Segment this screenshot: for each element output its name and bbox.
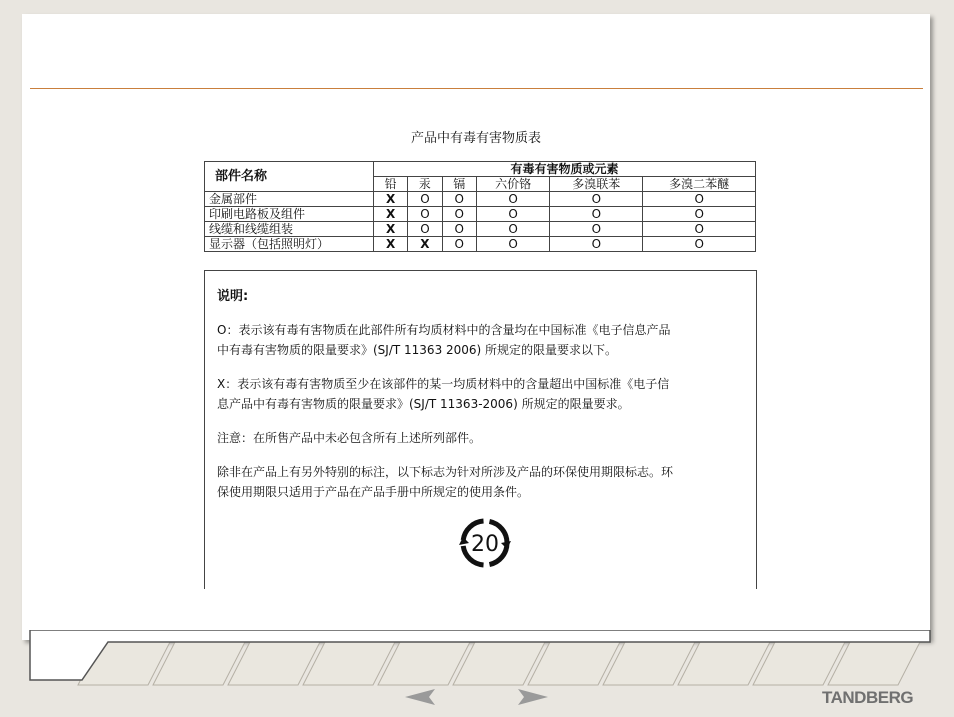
substance-mark-cell: O — [442, 222, 476, 237]
part-name-cell: 线缆和线缆组装 — [205, 222, 374, 237]
next-page-arrow-icon[interactable] — [518, 687, 548, 707]
substance-mark-cell: X — [408, 237, 442, 252]
substance-mark-cell: O — [408, 207, 442, 222]
substance-header: 汞 — [408, 177, 442, 192]
note-o-line-1: O：表示该有毒有害物质在此部件所有均质材料中的含量均在中国标准《电子信息产品 — [217, 323, 671, 337]
substance-mark-cell: O — [550, 222, 643, 237]
note-attention: 注意：在所售产品中未必包含所有上述所列部件。 — [217, 431, 482, 445]
substance-mark-cell: O — [442, 192, 476, 207]
part-name-cell: 印刷电路板及组件 — [205, 207, 374, 222]
substance-mark-cell: O — [408, 222, 442, 237]
substance-mark-cell: O — [442, 207, 476, 222]
substance-mark-cell: O — [550, 207, 643, 222]
note-x-line-1: X：表示该有毒有害物质至少在该部件的某一均质材料中的含量超出中国标准《电子信 — [217, 377, 670, 391]
part-name-header: 部件名称 — [205, 162, 374, 192]
substance-mark-cell: O — [550, 192, 643, 207]
environment-protection-period-icon — [457, 515, 513, 571]
substance-mark-cell: O — [442, 237, 476, 252]
hazardous-substances-table — [204, 161, 756, 252]
substance-mark-cell: O — [643, 192, 756, 207]
substance-header: 六价铬 — [476, 177, 549, 192]
part-name-cell: 金属部件 — [205, 192, 374, 207]
substance-header: 多溴联苯 — [550, 177, 643, 192]
table-row — [205, 237, 756, 252]
notes-box — [204, 270, 757, 589]
note-env-line-1: 除非在产品上有另外特别的标注，以下标志为针对所涉及产品的环保使用期限标志。环 — [217, 465, 674, 479]
substance-mark-cell: O — [476, 222, 549, 237]
substance-mark-cell: O — [643, 237, 756, 252]
substance-mark-cell: X — [374, 237, 408, 252]
table-row — [205, 207, 756, 222]
substance-mark-cell: O — [476, 207, 549, 222]
substance-mark-cell: O — [643, 207, 756, 222]
substance-header: 多溴二苯醚 — [643, 177, 756, 192]
part-name-cell: 显示器（包括照明灯） — [205, 237, 374, 252]
substance-mark-cell: X — [374, 192, 408, 207]
substance-header: 铅 — [374, 177, 408, 192]
substance-mark-cell: O — [476, 237, 549, 252]
document-title: 产品中有毒有害物质表 — [410, 131, 541, 146]
substance-mark-cell: O — [408, 192, 442, 207]
substance-mark-cell: X — [374, 222, 408, 237]
substance-mark-cell: X — [374, 207, 408, 222]
table-row — [205, 192, 756, 207]
header-rule — [30, 88, 923, 89]
brand-logo: TANDBERG — [822, 688, 914, 707]
table-row — [205, 222, 756, 237]
substance-header: 镉 — [442, 177, 476, 192]
substance-mark-cell: O — [643, 222, 756, 237]
note-env-line-2: 保使用期限只适用于产品在产品手册中所规定的使用条件。 — [217, 485, 530, 499]
substances-group-header: 有毒有害物质或元素 — [374, 162, 756, 177]
substance-mark-cell: O — [476, 192, 549, 207]
notes-heading: 说明: — [217, 289, 249, 304]
note-o-line-2: 中有毒有害物质的限量要求》(SJ/T 11363 2006) 所规定的限量要求以下。 — [217, 343, 618, 357]
section-tabs[interactable] — [0, 630, 954, 690]
previous-page-arrow-icon[interactable] — [405, 687, 435, 707]
logo-number: 20 — [471, 532, 499, 557]
note-x-line-2: 息产品中有毒有害物质的限量要求》(SJ/T 11363-2006) 所规定的限量要求。 — [217, 397, 630, 411]
substance-mark-cell: O — [550, 237, 643, 252]
